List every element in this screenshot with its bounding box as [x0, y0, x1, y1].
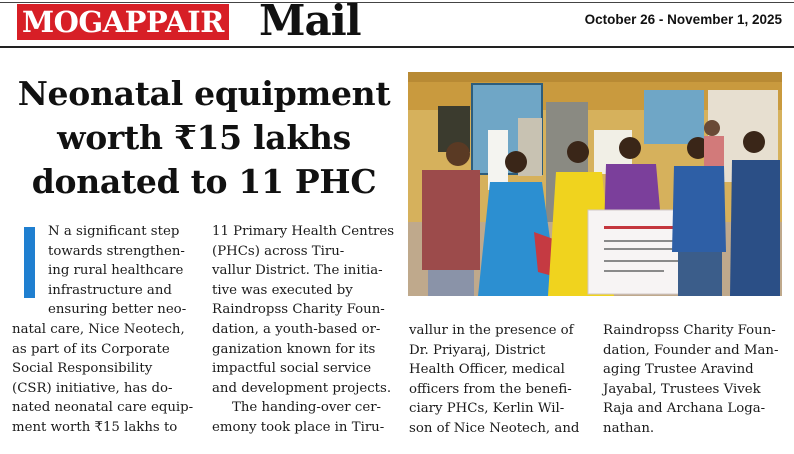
- text-line: impactful social service: [212, 361, 372, 377]
- headline-line: Neonatal equipment: [17, 74, 391, 113]
- article-column-1: [12, 222, 202, 438]
- text-line: Health Officer, medical: [409, 362, 565, 378]
- text-line: Social Responsibility: [12, 361, 153, 377]
- text-line: as part of its Corporate: [12, 341, 170, 357]
- article-photo: [408, 72, 782, 296]
- article-column-2: [212, 222, 400, 438]
- text-line: ganization known for its: [212, 341, 376, 357]
- text-line: infrastructure and: [48, 282, 172, 298]
- text-line: and development projects.: [212, 380, 392, 396]
- headline-line: worth ₹15 lakhs: [57, 118, 351, 157]
- text-line: Raindropss Charity Foun-: [212, 302, 385, 318]
- article-column-4: [603, 321, 787, 439]
- text-line: 11 Primary Health Centres: [212, 224, 395, 239]
- text-line: natal care, Nice Neotech,: [12, 321, 185, 337]
- brand-name-mail: Mail: [259, 0, 361, 45]
- text-line: aging Trustee Aravind: [603, 362, 754, 378]
- text-line: nathan.: [603, 420, 655, 436]
- article-column-3: [409, 321, 595, 439]
- text-line: (PHCs) across Tiru-: [212, 243, 345, 259]
- text-line: towards strengthen-: [48, 243, 185, 259]
- masthead-bottom-rule: [0, 46, 794, 48]
- article-headline: [4, 72, 404, 204]
- text-line: tive was executed by: [212, 282, 353, 298]
- text-line: vallur District. The initia-: [212, 263, 383, 279]
- text-line: emony took place in Tiru-: [212, 419, 385, 435]
- masthead: [0, 0, 794, 52]
- text-line: nated neonatal care equip-: [12, 400, 194, 416]
- text-line: son of Nice Neotech, and: [409, 420, 580, 436]
- text-line: dation, Founder and Man-: [603, 342, 779, 358]
- text-line: The handing-over cer-: [232, 400, 382, 416]
- brand-name-red: MOGAPPAIR: [17, 4, 229, 40]
- text-line: Raja and Archana Loga-: [603, 401, 766, 417]
- text-line: Jayabal, Trustees Vivek: [603, 381, 761, 397]
- text-line: N a significant step: [48, 224, 180, 239]
- text-line: Dr. Priyaraj, District: [409, 342, 546, 358]
- text-line: ing rural healthcare: [48, 263, 184, 279]
- text-line: vallur in the presence of: [409, 323, 574, 338]
- issue-date: October 26 - November 1, 2025: [584, 12, 782, 27]
- text-line: (CSR) initiative, has do-: [12, 380, 173, 396]
- text-line: dation, a youth-based or-: [212, 321, 381, 337]
- text-line: officers from the benefi-: [409, 381, 572, 397]
- text-line: Raindropss Charity Foun-: [603, 323, 776, 338]
- text-line: ensuring better neo-: [48, 302, 187, 318]
- text-line: ciary PHCs, Kerlin Wil-: [409, 401, 565, 417]
- masthead-top-rule: [0, 2, 794, 3]
- headline-line: donated to 11 PHC: [31, 162, 377, 201]
- text-line: ment worth ₹15 lakhs to: [12, 419, 178, 435]
